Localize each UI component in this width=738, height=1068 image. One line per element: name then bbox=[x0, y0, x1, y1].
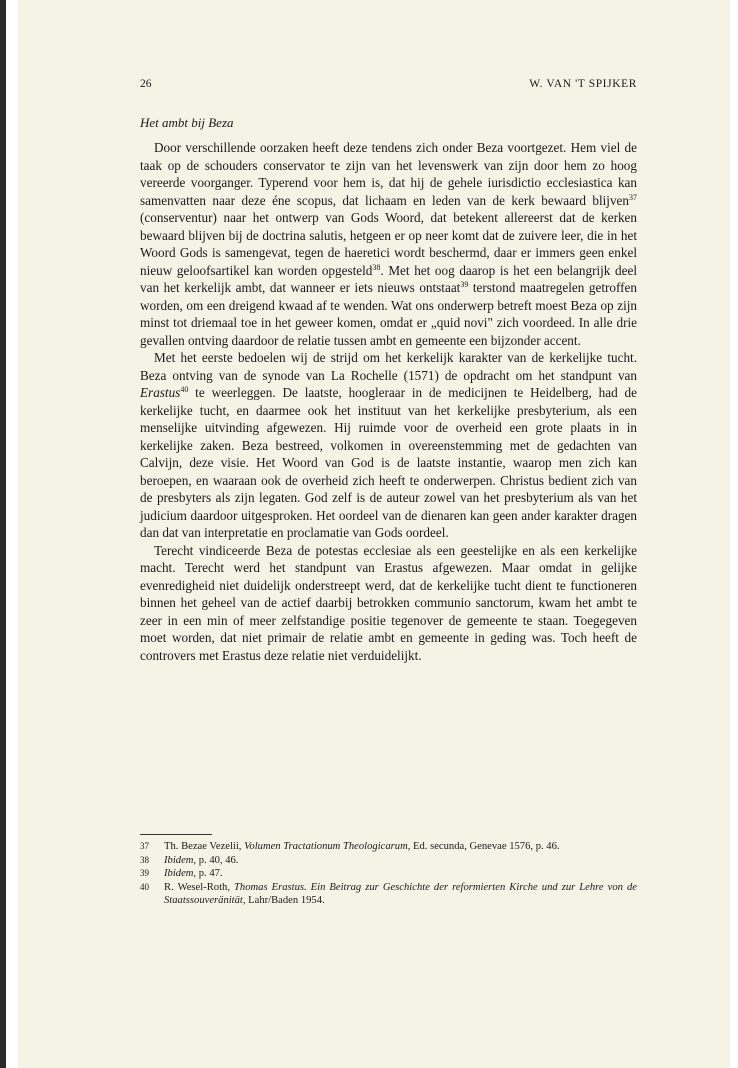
footnote-divider bbox=[140, 834, 212, 835]
footnote-ref-40[interactable]: 40 bbox=[180, 385, 189, 394]
footnote-number: 37 bbox=[140, 841, 149, 851]
body-text bbox=[140, 139, 637, 664]
paragraph-1: Door verschillende oorzaken heeft deze tendens zich onder Beza voortgezet. Hem viel de taak op de schouders conservator te zijn van het levenswerk van zijn door hem zo hoog vereerde voorganger. Typerend voor hem is, dat hij de gehele iurisdictio ecclesiastica kan samenvatten naar deze éne scopus, dat lichaam en leden van de kerk bewaard blijven$^{37}$ (conserventur) naar het ontwerp van Gods Woord, dat betekent allereerst dat de kerken bewaard blijven bij de doctrina salutis, hetgeen er op neer komt dat de zuivere leer, die in het Woord Gods is samengevat, tegen de haeretici wordt beschermd, daar er immers geen enkel nieuw geloofsartikel kan worden opgesteld$^{38}$. Met het oog daarop is het een belangrijk deel van het kerkelijk ambt, dat wanneer er iets nieuws ontstaat$^{39}$ terstond maatregelen getroffen worden, om een dreigend kwaad af te wenden. Wat ons onderwerp betreft moest Beza op zijn minst tot driemaal toe in het geweer komen, omdat er „quid novi" zich voordeed. In alle drie gevallen ontving daardoor de relatie tussen ambt en gemeente een bijzonder accent. bbox=[140, 140, 637, 348]
footnotes bbox=[140, 840, 637, 908]
footnote-number: 40 bbox=[140, 881, 149, 892]
paragraph-3: Terecht vindiceerde Beza de potestas ecclesiae als een geestelijke en als een kerkelijke macht. Terecht werd het standpunt van Erastus afgewezen. Maar omdat in gelijke evenredigheid niet duidelijk onderstreept werd, dat de kerkelijke tucht dient te functioneren binnen het geheel van de actief daarbij betrokken communio sanctorum, kwam het ambt te zeer in een min of meer zelfstandige positie tegenover de gemeente te staan. Toegegeven moet worden, dat niet primair de relatie ambt en gemeente in geding was. Toch heeft de controvers met Erastus deze relatie niet verduidelijkt. bbox=[140, 542, 637, 663]
footnote-40: 40 R. Wesel-Roth, Thomas Erastus. Ein Beitrag zur Geschichte der reformierten Kirche und zur Lehre von de Staatssouveränität, Lahr/Baden 1954. bbox=[140, 881, 637, 906]
page-header bbox=[140, 78, 637, 94]
paragraph-2: Met het eerste bedoelen wij de strijd om het kerkelijk karakter van de kerkelijke tucht. Beza ontving van de synode van La Rochelle (1571) de opdracht om het standpunt van Erastus$^{40}$ te weerleggen. De laatste, hoogleraar in de medicijnen te Heidelberg, had de kerkelijke tucht, en daarmee ook het instituut van het kerkelijke presbyterium, als een menselijke uitvinding afgewezen. Hij ruimde voor de overheid een grote plaats in in kerkelijke zaken. Beza bestreed, volkomen in overeenstemming met de gedachten van Calvijn, deze visie. Het Woord van God is de laatste instantie, waarop men zich kan beroepen, en waaraan ook de overheid zich heeft te onderwerpen. Christus bedient zich van de presbyters als zijn legaten. God zelf is de auteur zowel van het presbyterium als van het judicium daardoor uitgesproken. Het oordeel van de dienaren kan geen ander karakter dragen dan dat van interpretatie en proclamatie van Gods oordeel. bbox=[140, 350, 637, 540]
footnote-number: 38 bbox=[140, 854, 149, 865]
footnote-ref-38[interactable]: 38 bbox=[372, 262, 381, 272]
footnote-number: 39 bbox=[140, 868, 149, 878]
section-title: Het ambt bij Beza bbox=[140, 115, 234, 130]
page-number: 26 bbox=[140, 78, 152, 90]
footnote-38: 38 Ibidem, p. 40, 46. bbox=[140, 854, 239, 866]
running-head: W. VAN 'T SPIJKER bbox=[529, 78, 637, 90]
footnote-ref-39[interactable]: 39 bbox=[460, 280, 469, 289]
footnote-37: 37 Th. Bezae Vezelii, Volumen Tractationum Theologicarum, Ed. secunda, Genevae 1576, p. 46. bbox=[140, 841, 560, 852]
erastus-italic: Erastus bbox=[140, 385, 181, 400]
footnote-39: 39 Ibidem, p. 47. bbox=[140, 868, 223, 879]
footnote-ref-37[interactable]: 37 bbox=[629, 192, 637, 202]
